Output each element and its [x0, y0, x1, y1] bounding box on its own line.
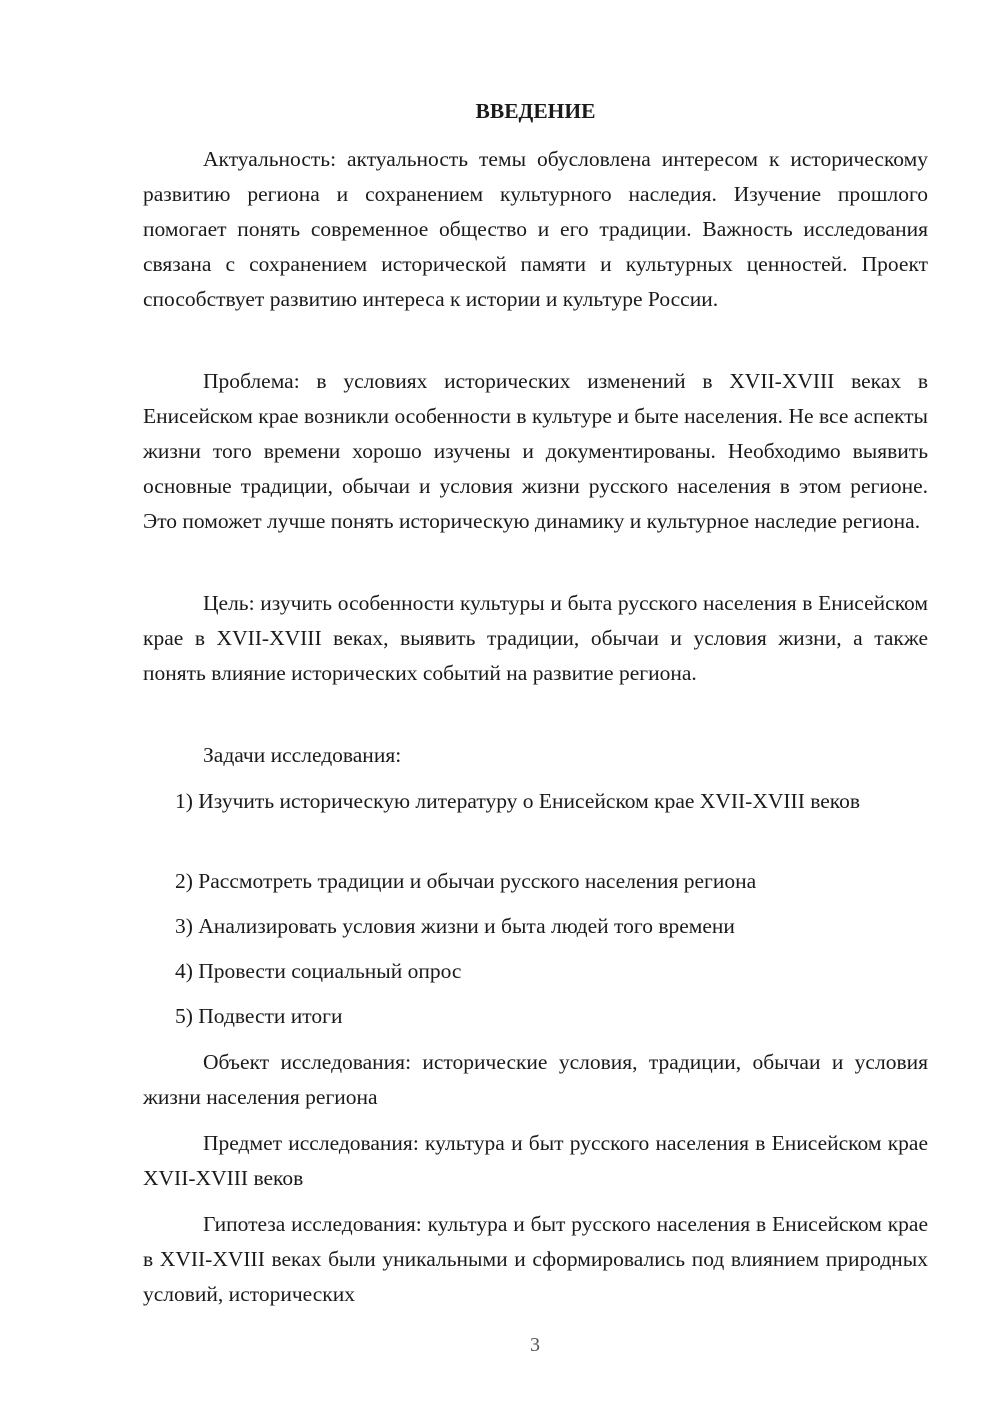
- hypothesis-paragraph: Гипотеза исследования: культура и быт русского населения в Енисейском крае в XVII-XVIII веках были уникальными и сформировались под влиянием природных условий, исторических: [143, 1212, 928, 1306]
- page-title: ВВЕДЕНИЕ: [475, 99, 596, 123]
- task-item-4: 4) Провести социальный опрос: [175, 959, 462, 983]
- problem-paragraph: Проблема: в условиях исторических изменений в XVII-XVIII веках в Енисейском крае возникли особенности в культуре и быте населения. Не все аспекты жизни того времени хорошо изучены и документированы. Необходимо выявить основные традиции, обычаи и условия жизни русского населения в этом регионе. Это поможет лучше понять историческую динамику и культурное наследие региона.: [143, 369, 928, 533]
- goal-paragraph: Цель: изучить особенности культуры и быта русского населения в Енисейском крае в XVII-XVIII веках, выявить традиции, обычаи и условия жизни, а также понять влияние исторических событий на развитие региона.: [143, 591, 928, 685]
- relevance-paragraph: Актуальность: актуальность темы обусловлена интересом к историческому развитию региона и сохранением культурного наследия. Изучение прошлого помогает понять современное общество и его традиции. Важность исследования связана с сохранением исторической памяти и культурных ценностей. Проект способствует развитию интереса к истории и культуре России.: [143, 147, 928, 311]
- object-paragraph: Объект исследования: исторические условия, традиции, обычаи и условия жизни населения региона: [143, 1050, 928, 1109]
- task-item-2: 2) Рассмотреть традиции и обычаи русского населения региона: [175, 869, 757, 893]
- task-item-5: 5) Подвести итоги: [175, 1004, 343, 1028]
- page-number: 3: [530, 1334, 540, 1356]
- tasks-heading: Задачи исследования:: [203, 743, 402, 767]
- task-item-1: 1) Изучить историческую литературу о Енисейском крае XVII-XVIII веков: [175, 789, 861, 813]
- task-item-3: 3) Анализировать условия жизни и быта людей того времени: [175, 914, 735, 938]
- subject-paragraph: Предмет исследования: культура и быт русского населения в Енисейском крае XVII-XVIII веков: [143, 1131, 928, 1190]
